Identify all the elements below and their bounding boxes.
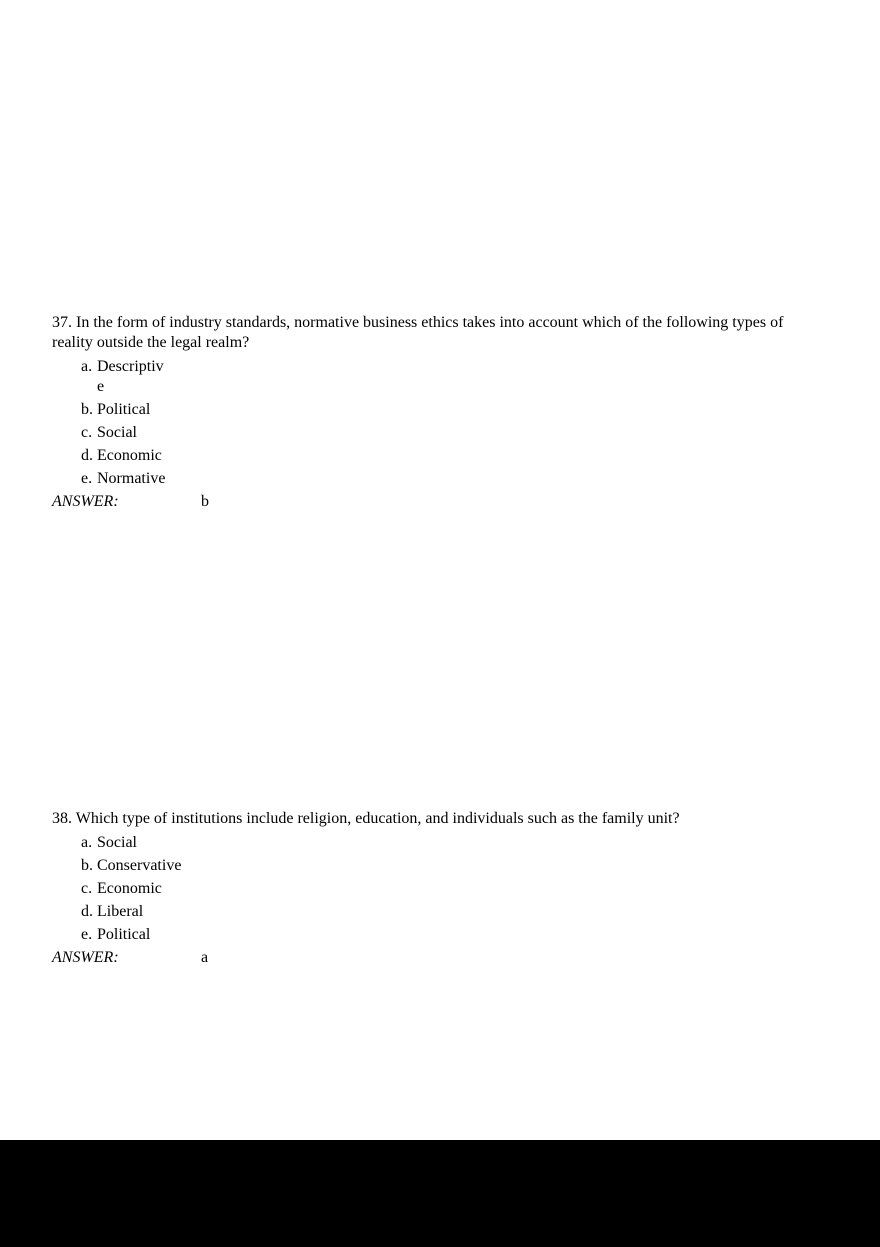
- option-label: Economic: [97, 447, 162, 464]
- answer-label: ANSWER:: [52, 493, 119, 510]
- option-label: Conservative: [97, 857, 182, 874]
- question-37: [52, 313, 824, 512]
- option-label: Social: [97, 834, 137, 851]
- option-row: [81, 423, 824, 443]
- option-label: Political: [97, 926, 151, 943]
- option-label: Political: [97, 401, 151, 418]
- option-row: [81, 925, 824, 945]
- question-38-number: 38.: [52, 810, 72, 827]
- option-letter: d.: [81, 447, 93, 464]
- option-letter: d.: [81, 903, 93, 920]
- question-37-number: 37.: [52, 314, 72, 331]
- option-row: [81, 902, 824, 922]
- option-row: [81, 833, 824, 853]
- option-letter: a.: [81, 834, 93, 851]
- option-label: Liberal: [97, 903, 144, 920]
- question-37-answer-line: [52, 492, 824, 512]
- answer-label: ANSWER:: [52, 949, 119, 966]
- option-letter: e.: [81, 470, 93, 487]
- option-row: [81, 400, 824, 420]
- question-38-text: [52, 809, 824, 829]
- option-row: [81, 446, 824, 466]
- page-bottom-black-bar: [0, 1140, 880, 1247]
- option-letter: c.: [81, 424, 93, 441]
- question-38: [52, 809, 824, 968]
- option-letter: b.: [81, 857, 93, 874]
- question-37-options: [52, 357, 824, 489]
- question-37-body: In the form of industry standards, normative business ethics takes into account which of the following types of reality outside the legal realm?: [52, 314, 784, 351]
- option-letter: a.: [81, 358, 93, 375]
- question-37-text: [52, 313, 824, 353]
- answer-value: a: [201, 949, 209, 966]
- option-row: [81, 879, 824, 899]
- option-row: [81, 469, 824, 489]
- option-row: [81, 357, 824, 397]
- question-38-answer-line: [52, 948, 824, 968]
- option-row: [81, 856, 824, 876]
- option-letter: e.: [81, 926, 93, 943]
- option-label: Descriptive: [97, 358, 164, 395]
- option-label: Economic: [97, 880, 162, 897]
- answer-value: b: [201, 493, 209, 510]
- option-letter: c.: [81, 880, 93, 897]
- question-38-body: Which type of institutions include religion, education, and individuals such as the family unit?: [75, 810, 680, 827]
- option-label: Normative: [97, 470, 166, 487]
- option-letter: b.: [81, 401, 93, 418]
- question-38-options: [52, 833, 824, 945]
- option-label: Social: [97, 424, 137, 441]
